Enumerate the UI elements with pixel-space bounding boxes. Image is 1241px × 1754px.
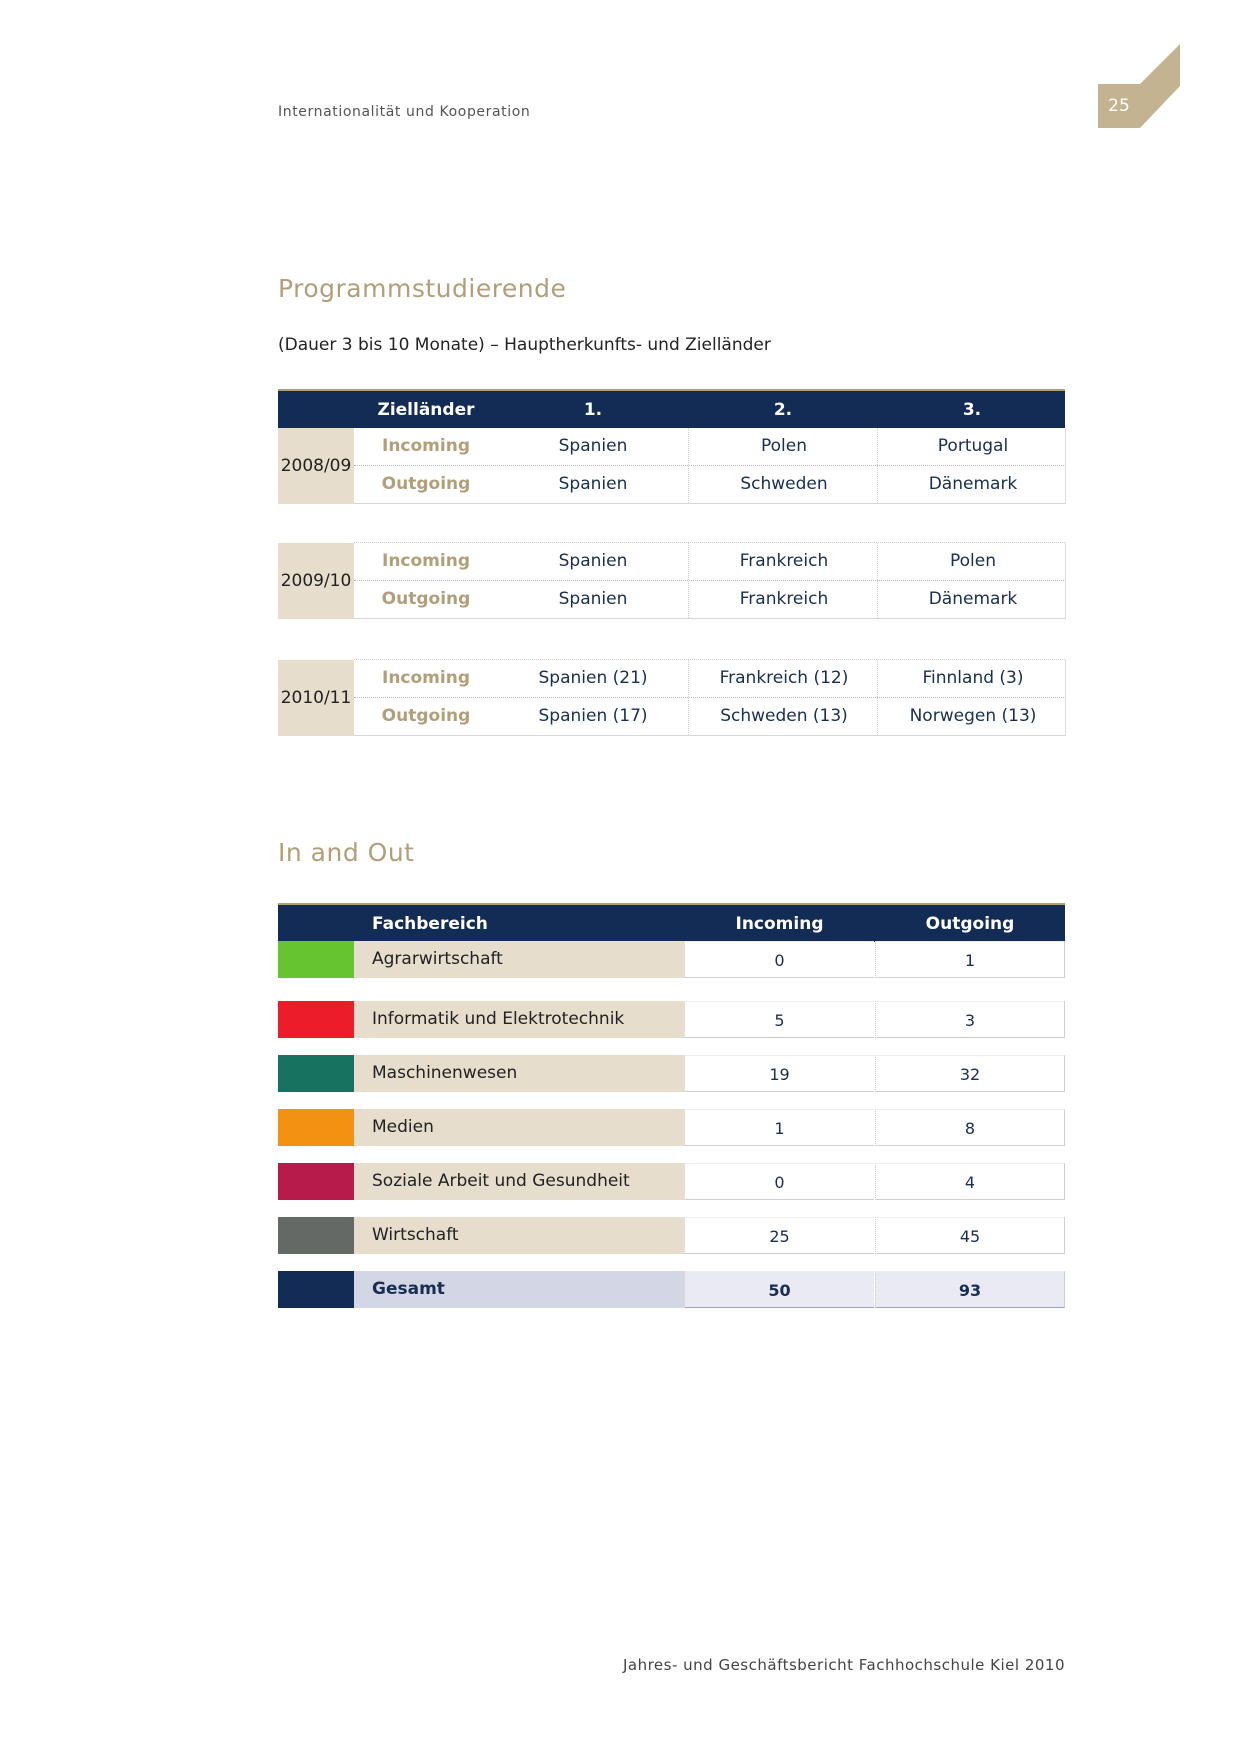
incoming-value: 0 [685,941,874,978]
page-number: 25 [1108,96,1130,116]
table-cell: Schweden [688,466,879,503]
fachbereich-name: Gesamt [354,1271,685,1308]
table-row-total [278,1271,1065,1308]
color-swatch [278,1001,354,1038]
outgoing-value: 1 [875,941,1065,978]
table-cell: Norwegen (13) [877,698,1068,735]
table-cell: Spanien [558,474,628,494]
row-label: Outgoing [381,474,471,494]
table-cell: Spanien [558,589,628,609]
incoming-value: 0 [685,1163,874,1200]
table-cell: Spanien (21) [538,668,648,688]
programm-table-header [278,389,1065,428]
table-row-outgoing [354,466,1066,504]
color-swatch [278,941,354,978]
color-swatch [278,1163,354,1200]
table-cell: Finnland (3) [877,660,1068,697]
table-cell: Dänemark [877,581,1068,618]
color-swatch [278,1217,354,1254]
fachbereich-name: Maschinenwesen [354,1055,685,1092]
running-header: Internationalität und Kooperation [278,104,531,120]
row-label: Incoming [382,436,470,456]
table-cell: Spanien [558,551,628,571]
inout-table-header [278,903,1065,942]
table-cell: Portugal [877,428,1068,465]
incoming-value: 5 [685,1001,874,1038]
outgoing-value: 32 [875,1055,1065,1092]
outgoing-value: 4 [875,1163,1065,1200]
table-row-outgoing [354,698,1066,736]
outgoing-value: 3 [875,1001,1065,1038]
color-swatch [278,1109,354,1146]
table-row-incoming [354,543,1066,581]
row-label: Outgoing [381,706,471,726]
year-block-2009-10 [278,543,1065,619]
fachbereich-name: Informatik und Elektrotechnik [354,1001,685,1038]
fachbereich-name: Agrarwirtschaft [354,941,685,978]
header-rank-3: 3. [962,400,982,420]
section-subtitle: (Dauer 3 bis 10 Monate) – Hauptherkunfts- und Zielländer [278,335,771,355]
table-row [278,941,1065,978]
table-cell: Polen [688,428,879,465]
table-row [278,1217,1065,1254]
fachbereich-name: Medien [354,1109,685,1146]
table-row-outgoing [354,581,1066,619]
table-cell: Spanien (17) [538,706,648,726]
header-outgoing: Outgoing [925,914,1015,934]
header-rank-1: 1. [583,400,603,420]
header-incoming: Incoming [735,914,824,934]
year-label: 2009/10 [278,543,354,619]
incoming-value: 25 [685,1217,874,1254]
row-label: Incoming [382,551,470,571]
color-swatch [278,1271,354,1308]
fachbereich-name: Wirtschaft [354,1217,685,1254]
header-rank-2: 2. [773,400,793,420]
table-row-incoming [354,660,1066,698]
incoming-total: 50 [685,1271,874,1308]
outgoing-total: 93 [875,1271,1065,1308]
year-block-2010-11 [278,660,1065,736]
outgoing-value: 45 [875,1217,1065,1254]
page-footer: Jahres- und Geschäftsbericht Fachhochschule Kiel 2010 [622,1656,1065,1674]
table-row [278,1109,1065,1146]
fachbereich-name: Soziale Arbeit und Gesundheit [354,1163,685,1200]
color-swatch [278,1055,354,1092]
section-title-inout: In and Out [278,838,415,867]
row-label: Outgoing [381,589,471,609]
table-row [278,1001,1065,1038]
table-row-incoming [354,428,1066,466]
table-cell: Schweden (13) [688,698,879,735]
year-label: 2008/09 [278,428,354,504]
table-row [278,1055,1065,1092]
table-cell: Frankreich [688,581,879,618]
header-fachbereich: Fachbereich [372,914,488,934]
year-block-2008-09 [278,428,1065,504]
section-title-programm: Programmstudierende [278,274,567,303]
header-ziellaender: Zielländer [377,400,475,420]
year-label: 2010/11 [278,660,354,736]
table-cell: Dänemark [877,466,1068,503]
table-cell: Frankreich (12) [688,660,879,697]
outgoing-value: 8 [875,1109,1065,1146]
table-row [278,1163,1065,1200]
incoming-value: 19 [685,1055,874,1092]
table-cell: Polen [877,543,1068,580]
row-label: Incoming [382,668,470,688]
table-cell: Spanien [558,436,628,456]
incoming-value: 1 [685,1109,874,1146]
table-cell: Frankreich [688,543,879,580]
